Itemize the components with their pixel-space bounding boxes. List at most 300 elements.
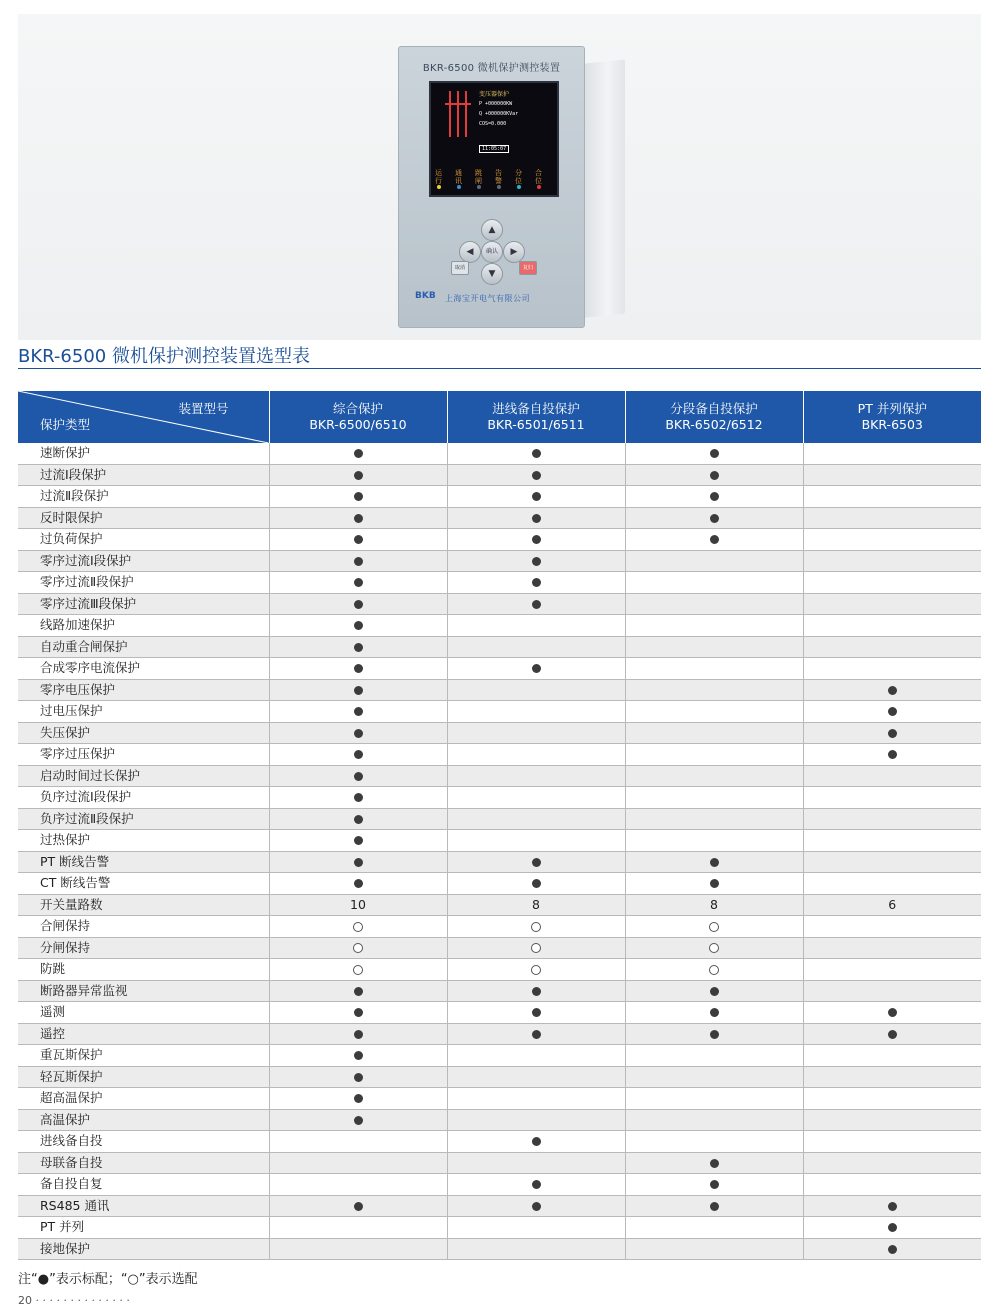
table-cell: [803, 593, 981, 615]
standard-dot-icon: [354, 600, 363, 609]
table-cell: [803, 959, 981, 981]
product-photo: [18, 14, 981, 340]
left-arrow-key[interactable]: ◀: [459, 241, 481, 263]
table-cell: 10: [269, 894, 447, 916]
table-cell: [625, 744, 803, 766]
table-cell: [625, 1217, 803, 1239]
table-cell: [269, 1174, 447, 1196]
table-cell: [447, 593, 625, 615]
table-cell: [269, 765, 447, 787]
led-label-run: 运行: [435, 169, 442, 185]
table-cell: [447, 744, 625, 766]
standard-dot-icon: [354, 535, 363, 544]
row-label: 过电压保护: [18, 701, 269, 723]
table-cell: [803, 615, 981, 637]
table-cell: [447, 550, 625, 572]
optional-circle-icon: [531, 965, 541, 975]
column-name: PT 并列保护: [857, 401, 927, 416]
table-cell: [625, 658, 803, 680]
table-row: [18, 1002, 981, 1024]
standard-dot-icon: [532, 858, 541, 867]
standard-dot-icon: [532, 1137, 541, 1146]
table-cell: [625, 507, 803, 529]
standard-dot-icon: [354, 879, 363, 888]
table-cell: [447, 1109, 625, 1131]
table-cell: [625, 959, 803, 981]
row-label: RS485 通讯: [18, 1195, 269, 1217]
table-row: [18, 636, 981, 658]
table-cell: [269, 550, 447, 572]
table-row: [18, 873, 981, 895]
table-cell: [269, 1088, 447, 1110]
table-cell: [269, 1195, 447, 1217]
standard-dot-icon: [532, 578, 541, 587]
screen-line-q: Q +000000KVar: [479, 111, 519, 117]
screen-busbar-line: [465, 91, 467, 137]
standard-dot-icon: [710, 492, 719, 501]
table-cell: [803, 464, 981, 486]
led-trip: [477, 185, 481, 189]
standard-dot-icon: [354, 1073, 363, 1082]
table-row: [18, 1238, 981, 1260]
standard-dot-icon: [888, 1245, 897, 1254]
screen-breaker-line: [445, 103, 471, 105]
standard-dot-icon: [532, 449, 541, 458]
table-cell: [447, 1131, 625, 1153]
table-cell: [625, 808, 803, 830]
table-cell: [625, 1131, 803, 1153]
page-footer: 20 · · · · · · · · · · · · · ·: [18, 1294, 130, 1307]
table-cell: [625, 722, 803, 744]
table-body: [18, 443, 981, 1260]
screen-line-p: P +000000KW: [479, 101, 513, 107]
table-row: [18, 658, 981, 680]
table-cell: [803, 937, 981, 959]
table-cell: [447, 486, 625, 508]
row-label: 超高温保护: [18, 1088, 269, 1110]
column-model: BKR-6501/6511: [487, 417, 585, 432]
table-row: [18, 851, 981, 873]
table-cell: [269, 1131, 447, 1153]
optional-circle-icon: [531, 943, 541, 953]
table-cell: [803, 722, 981, 744]
down-arrow-key[interactable]: ▼: [481, 263, 503, 285]
table-cell: [803, 851, 981, 873]
column-model: BKR-6502/6512: [665, 417, 763, 432]
table-cell: [803, 1217, 981, 1239]
table-cell: [803, 744, 981, 766]
table-cell: [803, 1002, 981, 1024]
led-close: [537, 185, 541, 189]
row-label: 轻瓦斯保护: [18, 1066, 269, 1088]
device-lcd-screen: [429, 81, 559, 197]
table-cell: [447, 572, 625, 594]
device-front-panel: [398, 46, 585, 328]
standard-dot-icon: [354, 578, 363, 587]
table-row: [18, 1023, 981, 1045]
table-cell: [269, 722, 447, 744]
table-cell: [269, 1002, 447, 1024]
table-row: [18, 830, 981, 852]
table-cell: [269, 529, 447, 551]
optional-circle-icon: [353, 922, 363, 932]
table-cell: [803, 507, 981, 529]
table-cell: [447, 464, 625, 486]
table-cell: [625, 486, 803, 508]
row-label: 重瓦斯保护: [18, 1045, 269, 1067]
screen-heading: 变压器保护: [479, 91, 510, 98]
table-row: [18, 486, 981, 508]
table-row: [18, 1131, 981, 1153]
table-row: [18, 615, 981, 637]
row-label: 自动重合闸保护: [18, 636, 269, 658]
optional-circle-icon: [353, 965, 363, 975]
legend-note: 注“●”表示标配；“○”表示选配: [18, 1272, 198, 1287]
row-label: 负序过流Ⅰ段保护: [18, 787, 269, 809]
table-row: [18, 701, 981, 723]
table-cell: [625, 679, 803, 701]
table-cell: [803, 1066, 981, 1088]
selection-table: [18, 391, 981, 1260]
table-row: [18, 1109, 981, 1131]
table-cell: [803, 1131, 981, 1153]
table-cell: [269, 1152, 447, 1174]
table-cell: [625, 1002, 803, 1024]
standard-dot-icon: [888, 1008, 897, 1017]
standard-dot-icon: [710, 987, 719, 996]
table-cell: [269, 486, 447, 508]
table-cell: [625, 851, 803, 873]
corner-header: [18, 391, 269, 443]
table-cell: [803, 1174, 981, 1196]
table-row: [18, 1217, 981, 1239]
table-cell: [803, 1109, 981, 1131]
table-cell: [447, 1066, 625, 1088]
table-cell: [269, 959, 447, 981]
column-header: [447, 391, 625, 443]
confirm-key[interactable]: 确认: [481, 241, 503, 263]
table-cell: [269, 873, 447, 895]
table-row: [18, 959, 981, 981]
table-cell: [447, 615, 625, 637]
screen-time: 11:05:07: [479, 145, 509, 153]
row-label: 零序电压保护: [18, 679, 269, 701]
row-label: 零序过流Ⅱ段保护: [18, 572, 269, 594]
standard-dot-icon: [354, 750, 363, 759]
table-cell: [803, 830, 981, 852]
table-cell: [269, 1109, 447, 1131]
table-cell: [803, 873, 981, 895]
device-side-panel: [581, 59, 625, 318]
table-cell: [269, 701, 447, 723]
row-label: 启动时间过长保护: [18, 765, 269, 787]
standard-dot-icon: [710, 514, 719, 523]
table-cell: [447, 1002, 625, 1024]
standard-dot-icon: [532, 1030, 541, 1039]
row-label: 进线备自投: [18, 1131, 269, 1153]
table-cell: [447, 636, 625, 658]
standard-dot-icon: [710, 535, 719, 544]
reset-key[interactable]: 复归: [519, 261, 537, 275]
table-cell: [269, 980, 447, 1002]
table-row: [18, 916, 981, 938]
table-row: [18, 529, 981, 551]
standard-dot-icon: [354, 664, 363, 673]
standard-dot-icon: [354, 858, 363, 867]
table-cell: [625, 787, 803, 809]
standard-dot-icon: [888, 1202, 897, 1211]
table-cell: [447, 679, 625, 701]
column-model: BKR-6503: [861, 417, 923, 432]
standard-dot-icon: [354, 643, 363, 652]
standard-dot-icon: [354, 729, 363, 738]
led-label-close: 合位: [535, 169, 542, 185]
row-label: PT 断线告警: [18, 851, 269, 873]
table-cell: [625, 1045, 803, 1067]
table-row: [18, 937, 981, 959]
standard-dot-icon: [354, 793, 363, 802]
table-row: [18, 808, 981, 830]
company-logo: BKB: [415, 291, 436, 301]
table-row: [18, 1066, 981, 1088]
standard-dot-icon: [532, 471, 541, 480]
table-cell: [625, 1238, 803, 1260]
table-cell: [447, 808, 625, 830]
screen-busbar-line: [449, 91, 451, 137]
table-cell: [625, 916, 803, 938]
table-row: [18, 894, 981, 916]
table-cell: [447, 851, 625, 873]
row-label: 过负荷保护: [18, 529, 269, 551]
row-label: 合成零序电流保护: [18, 658, 269, 680]
table-cell: [269, 787, 447, 809]
table-cell: [625, 529, 803, 551]
table-cell: [447, 873, 625, 895]
standard-dot-icon: [888, 686, 897, 695]
section-title: BKR-6500 微机保护测控装置选型表: [18, 346, 310, 367]
standard-dot-icon: [354, 449, 363, 458]
standard-dot-icon: [354, 772, 363, 781]
table-cell: [625, 873, 803, 895]
standard-dot-icon: [354, 686, 363, 695]
table-cell: [625, 615, 803, 637]
standard-dot-icon: [354, 1030, 363, 1039]
standard-dot-icon: [354, 1008, 363, 1017]
row-label: 过热保护: [18, 830, 269, 852]
table-cell: [625, 572, 803, 594]
table-cell: [269, 1066, 447, 1088]
column-header: [803, 391, 981, 443]
table-cell: [447, 937, 625, 959]
row-label: 合闸保持: [18, 916, 269, 938]
table-row: [18, 507, 981, 529]
table-cell: [803, 1023, 981, 1045]
table-cell: [269, 830, 447, 852]
table-cell: [269, 851, 447, 873]
title-divider: [18, 368, 981, 369]
row-label: 遥测: [18, 1002, 269, 1024]
row-label: 接地保护: [18, 1238, 269, 1260]
standard-dot-icon: [888, 1030, 897, 1039]
table-cell: [447, 765, 625, 787]
row-label: 高温保护: [18, 1109, 269, 1131]
corner-model-label: 装置型号: [178, 401, 229, 416]
row-label: 零序过流Ⅲ段保护: [18, 593, 269, 615]
table-row: [18, 550, 981, 572]
column-name: 分段备自投保护: [670, 401, 758, 416]
column-header: [625, 391, 803, 443]
standard-dot-icon: [532, 879, 541, 888]
table-cell: [803, 701, 981, 723]
led-open: [517, 185, 521, 189]
table-cell: [269, 744, 447, 766]
table-cell: 8: [447, 894, 625, 916]
standard-dot-icon: [532, 987, 541, 996]
standard-dot-icon: [532, 664, 541, 673]
table-cell: [447, 1174, 625, 1196]
table-cell: [269, 1238, 447, 1260]
table-cell: [803, 679, 981, 701]
standard-dot-icon: [710, 1008, 719, 1017]
table-row: [18, 787, 981, 809]
table-cell: [269, 1045, 447, 1067]
row-label: 线路加速保护: [18, 615, 269, 637]
standard-dot-icon: [710, 449, 719, 458]
table-cell: [625, 1109, 803, 1131]
table-cell: [269, 507, 447, 529]
table-cell: [803, 787, 981, 809]
table-cell: [625, 1066, 803, 1088]
table-cell: [625, 937, 803, 959]
standard-dot-icon: [532, 557, 541, 566]
cancel-key[interactable]: 取消: [451, 261, 469, 275]
table-cell: [447, 722, 625, 744]
table-cell: [803, 1088, 981, 1110]
table-row: [18, 1045, 981, 1067]
table-cell: [447, 787, 625, 809]
led-label-comm: 通讯: [455, 169, 462, 185]
standard-dot-icon: [354, 836, 363, 845]
led-label-open: 分位: [515, 169, 522, 185]
table-cell: [447, 1088, 625, 1110]
column-model: BKR-6500/6510: [309, 417, 407, 432]
table-cell: [803, 636, 981, 658]
table-cell: [447, 959, 625, 981]
column-header: [269, 391, 447, 443]
table-cell: [447, 701, 625, 723]
table-cell: [269, 916, 447, 938]
up-arrow-key[interactable]: ▲: [481, 219, 503, 241]
standard-dot-icon: [532, 514, 541, 523]
table-row: [18, 744, 981, 766]
standard-dot-icon: [354, 987, 363, 996]
table-cell: [269, 658, 447, 680]
standard-dot-icon: [354, 815, 363, 824]
table-row: [18, 1195, 981, 1217]
table-row: [18, 1088, 981, 1110]
optional-circle-icon: [709, 922, 719, 932]
table-cell: [625, 636, 803, 658]
row-label: 反时限保护: [18, 507, 269, 529]
table-cell: [803, 529, 981, 551]
table-cell: [625, 830, 803, 852]
row-label: 负序过流Ⅱ段保护: [18, 808, 269, 830]
table-cell: [625, 1195, 803, 1217]
table-cell: [269, 937, 447, 959]
table-cell: [447, 1152, 625, 1174]
table-cell: [803, 808, 981, 830]
standard-dot-icon: [888, 750, 897, 759]
row-label: 零序过压保护: [18, 744, 269, 766]
right-arrow-key[interactable]: ▶: [503, 241, 525, 263]
standard-dot-icon: [354, 1051, 363, 1060]
standard-dot-icon: [710, 1159, 719, 1168]
row-label: 防跳: [18, 959, 269, 981]
row-label: 失压保护: [18, 722, 269, 744]
table-cell: [803, 1195, 981, 1217]
table-cell: 6: [803, 894, 981, 916]
table-row: [18, 722, 981, 744]
table-cell: [447, 980, 625, 1002]
standard-dot-icon: [354, 492, 363, 501]
row-label: 零序过流Ⅰ段保护: [18, 550, 269, 572]
standard-dot-icon: [710, 1030, 719, 1039]
table-cell: 8: [625, 894, 803, 916]
row-label: 过流Ⅰ段保护: [18, 464, 269, 486]
corner-type-label: 保护类型: [40, 417, 91, 432]
table-cell: [803, 443, 981, 464]
row-label: 母联备自投: [18, 1152, 269, 1174]
table-row: [18, 572, 981, 594]
table-row: [18, 679, 981, 701]
table-cell: [447, 529, 625, 551]
table-cell: [625, 1023, 803, 1045]
led-alarm: [497, 185, 501, 189]
table-cell: [625, 593, 803, 615]
table-cell: [447, 443, 625, 464]
table-cell: [625, 1088, 803, 1110]
table-cell: [625, 701, 803, 723]
table-cell: [803, 658, 981, 680]
table-cell: [269, 636, 447, 658]
standard-dot-icon: [710, 1202, 719, 1211]
standard-dot-icon: [532, 1180, 541, 1189]
company-name: 上海宝开电气有限公司: [445, 294, 530, 303]
table-cell: [803, 572, 981, 594]
led-comm: [457, 185, 461, 189]
row-label: 遥控: [18, 1023, 269, 1045]
table-row: [18, 443, 981, 464]
table-cell: [269, 572, 447, 594]
table-row: [18, 593, 981, 615]
standard-dot-icon: [532, 600, 541, 609]
standard-dot-icon: [888, 1223, 897, 1232]
table-cell: [269, 1023, 447, 1045]
standard-dot-icon: [710, 1180, 719, 1189]
standard-dot-icon: [710, 858, 719, 867]
table-row: [18, 1152, 981, 1174]
standard-dot-icon: [354, 1094, 363, 1103]
table-cell: [447, 1217, 625, 1239]
table-cell: [803, 1152, 981, 1174]
table-header-row: [18, 391, 981, 443]
column-name: 综合保护: [332, 401, 383, 416]
row-label: CT 断线告警: [18, 873, 269, 895]
table-row: [18, 980, 981, 1002]
table-cell: [803, 550, 981, 572]
row-label: 过流Ⅱ段保护: [18, 486, 269, 508]
standard-dot-icon: [354, 514, 363, 523]
